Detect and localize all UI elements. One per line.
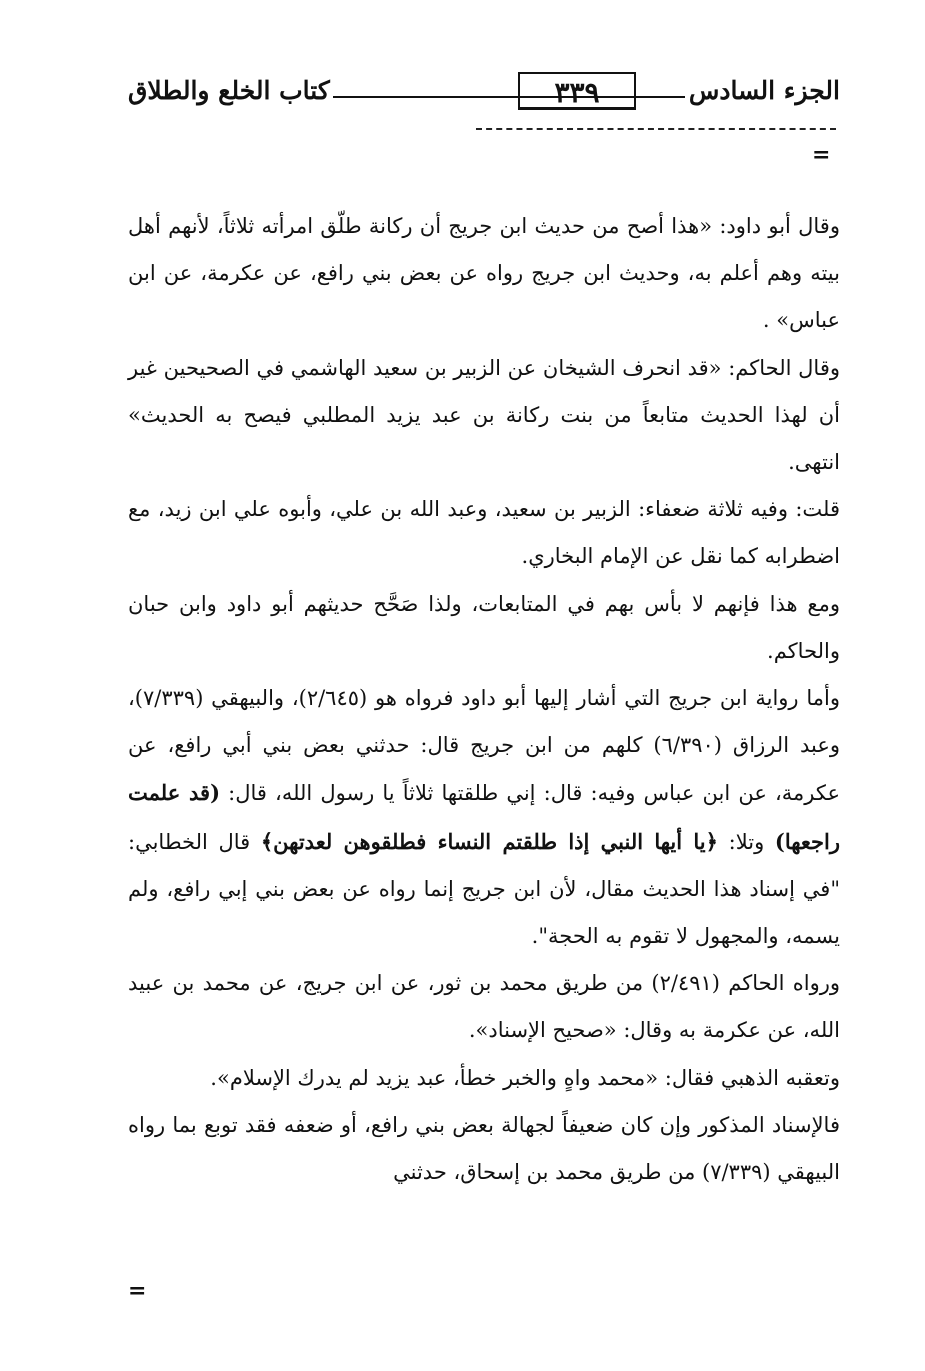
paragraph-dhahabi: وتعقبه الذهبي فقال: «محمد واهٍ والخبر خطأ، عبد يزيد لم يدرك الإسلام».	[210, 1065, 840, 1090]
paragraph-ibn-jurayj-part2: وتلا:	[717, 829, 775, 854]
paragraph-ibn-jurayj-part3: قال الخطابي: "في إسناد هذا الحديث مقال، لأن ابن جريج إنما رواه عن بعض بني إبي رافع، ولم يسمه، والمجهول لا تقوم به الحجة".	[128, 829, 840, 949]
body-text	[128, 203, 840, 1196]
paragraph-al-hakim: وقال الحاكم: «قد انحرف الشيخان عن الزبير بن سعيد الهاشمي في الصحيحين غير أن لهذا الحديث متابعاً من بنت ركانة بن عبد يزيد المطلبي فيصح به الحديث» انتهى.	[128, 355, 840, 475]
page-header	[128, 72, 840, 116]
quran-verse: ﴿يا أيها النبي إذا طلقتم النساء فطلقوهن لعدتهن﴾	[260, 828, 718, 854]
continuation-mark-bottom: =	[128, 1278, 147, 1304]
continuation-mark-top: =	[812, 142, 831, 168]
paragraph-mutaba-at: ومع هذا فإنهم لا بأس بهم في المتابعات، ولذا صَحَّح حديثهم أبو داود وابن حبان والحاكم.	[128, 591, 840, 663]
paragraph-ibn-jurayj-part1: وأما رواية ابن جريج التي أشار إليها أبو داود فرواه هو (٢/٦٤٥)، والبيهقي (٧/٣٣٩)، وعبد الرزاق (٦/٣٩٠) كلهم من ابن جريج قال: حدثني بعض بني أبي رافع، عن عكرمة، عن ابن عباس وفيه: قال: إني طلقتها ثلاثاً يا رسول الله، قال:	[128, 686, 841, 806]
paragraph-isnad: فالإسناد المذكور وإن كان ضعيفاً لجهالة بعض بني رافع، أو ضعفه فقد توبع بما رواه البيهقي (٧/٣٣٩) من طريق محمد بن إسحاق، حدثني	[128, 1112, 840, 1185]
paragraph-qultu: قلت: وفيه ثلاثة ضعفاء: الزبير بن سعيد، وعبد الله بن علي، وأبوه علي ابن زيد، مع اضطرابه كما نقل عن الإمام البخاري.	[128, 497, 840, 569]
part-title: الجزء السادس	[688, 76, 840, 105]
page-number: ٣٣٩	[518, 72, 636, 110]
paragraph-hakim-narration: ورواه الحاكم (٢/٤٩١) من طريق محمد بن ثور، عن ابن جريج، عن محمد بن عبيد الله، عن عكرمة به وقال: «صحيح الإسناد».	[128, 971, 840, 1043]
paragraph-ibn-jurayj	[128, 675, 840, 960]
hadith-quote: (قد علمت راجعها)	[128, 780, 840, 854]
paragraph-abu-dawud: وقال أبو داود: «هذا أصح من حديث ابن جريج أن ركانة طلّق امرأته ثلاثاً، لأنهم أهل بيته وهم أعلم به، وحديث ابن جريج رواه عن بعض بني رافع، عن عكرمة، عن ابن عباس» .	[128, 214, 840, 333]
footnote-separator	[476, 128, 836, 130]
header-rule-left	[333, 96, 518, 98]
book-title: كتاب الخلع والطلاق	[128, 76, 330, 105]
